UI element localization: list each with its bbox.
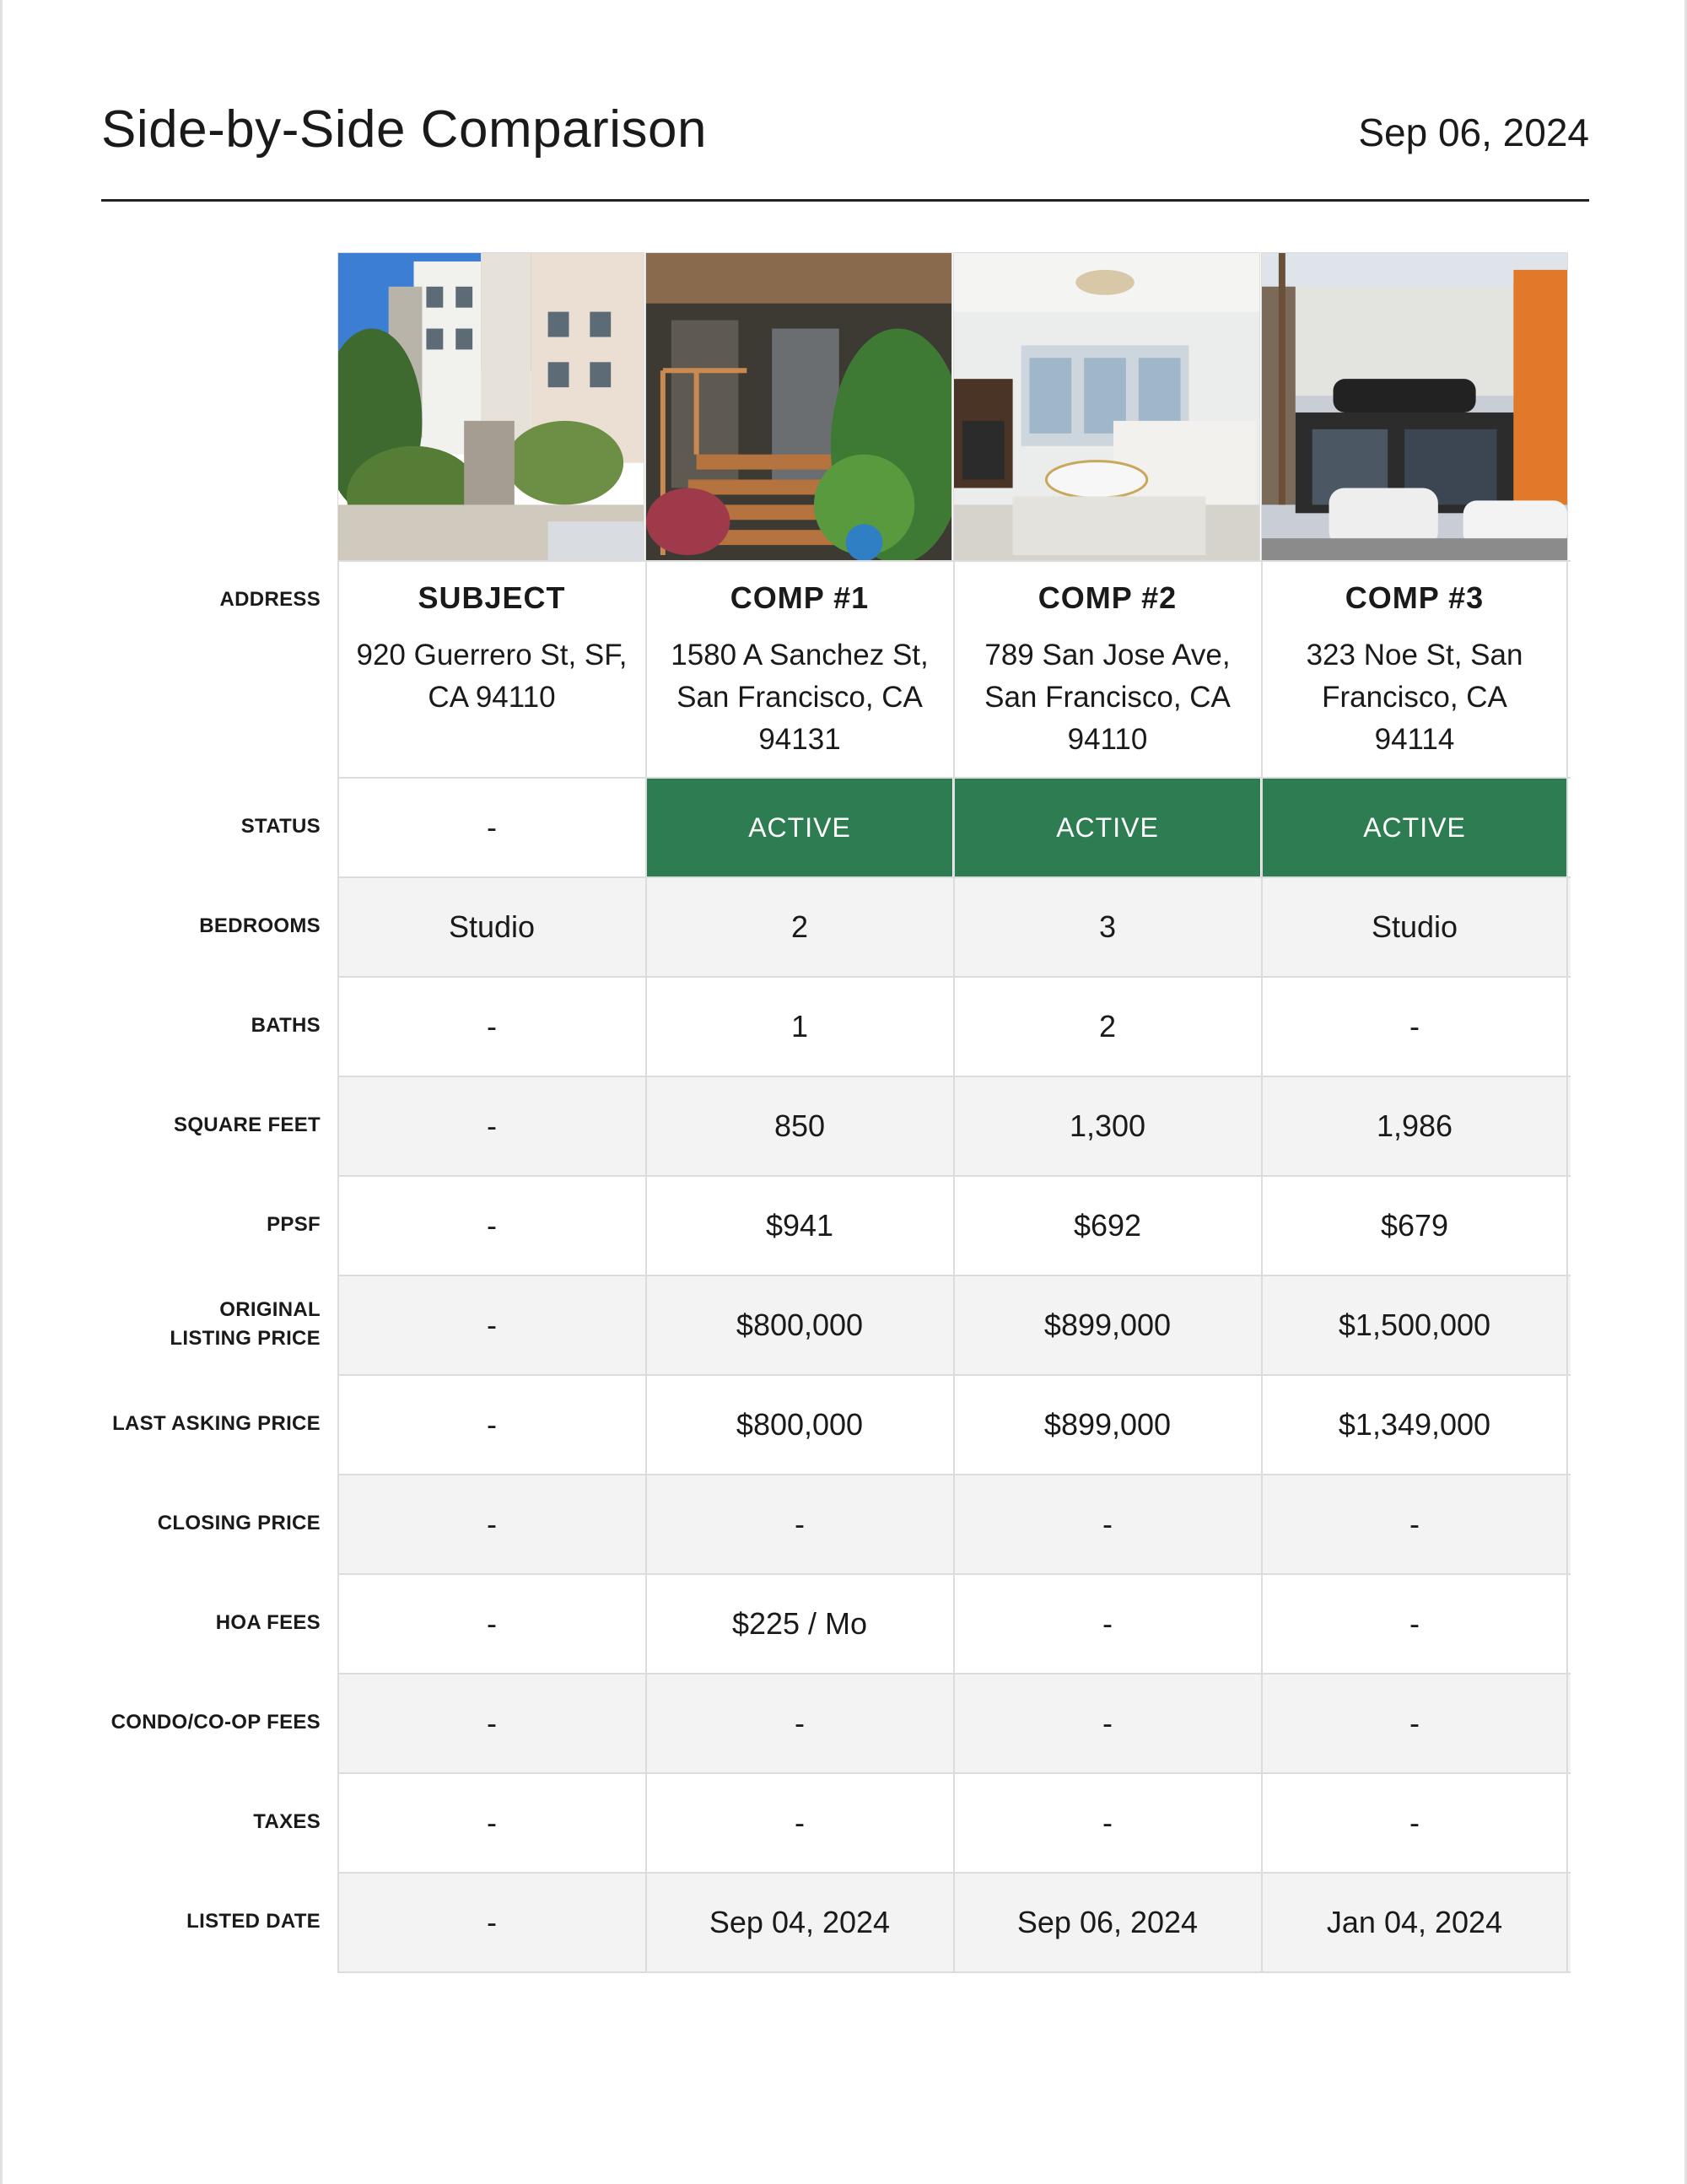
column-heading: SUBJECT xyxy=(418,580,566,615)
bedrooms-value: Studio xyxy=(1261,878,1568,976)
subject-property-photo xyxy=(337,252,644,561)
hoa-fees-value: - xyxy=(337,1575,644,1673)
hoa-fees-value: $225 / Mo xyxy=(645,1575,952,1673)
taxes-value: - xyxy=(337,1774,644,1872)
baths-value: - xyxy=(1261,978,1568,1076)
row-label-address: ADDRESS xyxy=(219,588,321,611)
square-feet-value: - xyxy=(337,1077,644,1175)
baths-value: - xyxy=(337,978,644,1076)
baths-value: 2 xyxy=(953,978,1260,1076)
hoa-fees-value: - xyxy=(1261,1575,1568,1673)
original-listing-price-value: $800,000 xyxy=(645,1276,952,1374)
ppsf-value: $692 xyxy=(953,1177,1260,1275)
last-asking-price-value: $1,349,000 xyxy=(1261,1376,1568,1474)
subject-address-cell xyxy=(337,562,644,778)
last-asking-price-row xyxy=(337,1374,1571,1474)
closing-price-row xyxy=(337,1474,1571,1573)
original-listing-price-row xyxy=(337,1275,1571,1374)
comp-2-photo xyxy=(953,252,1260,561)
column-heading: COMP #3 xyxy=(1345,580,1485,615)
status-value: - xyxy=(337,779,644,876)
status-badge: ACTIVE xyxy=(953,779,1260,876)
bedrooms-row xyxy=(337,876,1571,976)
closing-price-value: - xyxy=(1261,1475,1568,1573)
row-label-taxes: TAXES xyxy=(253,1810,321,1833)
original-listing-price-value: $1,500,000 xyxy=(1261,1276,1568,1374)
status-badge: ACTIVE xyxy=(645,779,952,876)
page-border-left xyxy=(0,0,3,2184)
listed-date-value: - xyxy=(337,1874,644,1971)
column-heading: COMP #2 xyxy=(1038,580,1178,615)
condo-coop-fees-row xyxy=(337,1673,1571,1772)
address-row xyxy=(337,560,1571,778)
square-feet-value: 1,986 xyxy=(1261,1077,1568,1175)
column-heading: COMP #1 xyxy=(730,580,870,615)
original-listing-price-value: - xyxy=(337,1276,644,1374)
hoa-fees-row xyxy=(337,1573,1571,1673)
closing-price-value: - xyxy=(953,1475,1260,1573)
row-label-ppsf: PPSF xyxy=(267,1213,321,1236)
last-asking-price-value: $899,000 xyxy=(953,1376,1260,1474)
taxes-value: - xyxy=(645,1774,952,1872)
row-label-square-feet: SQUARE FEET xyxy=(174,1114,321,1136)
page-title: Side-by-Side Comparison xyxy=(101,100,707,159)
condo-coop-fees-value: - xyxy=(645,1674,952,1772)
square-feet-value: 1,300 xyxy=(953,1077,1260,1175)
bedrooms-value: Studio xyxy=(337,878,644,976)
condo-coop-fees-value: - xyxy=(953,1674,1260,1772)
property-address: 920 Guerrero St, SF, CA 94110 xyxy=(356,639,628,714)
comp-3-address-cell xyxy=(1261,562,1568,778)
listed-date-value: Jan 04, 2024 xyxy=(1261,1874,1568,1971)
original-listing-price-value: $899,000 xyxy=(953,1276,1260,1374)
last-asking-price-value: $800,000 xyxy=(645,1376,952,1474)
last-asking-price-value: - xyxy=(337,1376,644,1474)
header-divider xyxy=(101,199,1589,202)
status-row xyxy=(337,777,1571,876)
taxes-row xyxy=(337,1772,1571,1872)
ppsf-value: - xyxy=(337,1177,644,1275)
row-label-hoa-fees: HOA FEES xyxy=(215,1611,321,1634)
property-address: 789 San Jose Ave, San Francisco, CA 94110 xyxy=(984,639,1231,756)
listed-date-value: Sep 04, 2024 xyxy=(645,1874,952,1971)
bedrooms-value: 2 xyxy=(645,878,952,976)
comp-3-photo xyxy=(1261,252,1568,561)
row-label-condo-coop-fees: CONDO/CO-OP FEES xyxy=(110,1711,321,1734)
row-label-original-listing-price: ORIGINAL LISTING PRICE xyxy=(170,1298,321,1350)
ppsf-value: $941 xyxy=(645,1177,952,1275)
closing-price-value: - xyxy=(337,1475,644,1573)
row-label-closing-price: CLOSING PRICE xyxy=(157,1512,321,1534)
square-feet-row xyxy=(337,1076,1571,1175)
row-label-listed-date: LISTED DATE xyxy=(186,1910,321,1933)
ppsf-value: $679 xyxy=(1261,1177,1568,1275)
row-label-baths: BATHS xyxy=(251,1014,321,1037)
row-label-status: STATUS xyxy=(240,815,321,838)
comp-1-address-cell xyxy=(645,562,952,778)
condo-coop-fees-value: - xyxy=(1261,1674,1568,1772)
property-address: 1580 A Sanchez St, San Francisco, CA 94131 xyxy=(671,639,929,756)
row-label-last-asking-price: LAST ASKING PRICE xyxy=(112,1412,321,1435)
hoa-fees-value: - xyxy=(953,1575,1260,1673)
row-label-bedrooms: BEDROOMS xyxy=(199,914,321,937)
bedrooms-value: 3 xyxy=(953,878,1260,976)
baths-value: 1 xyxy=(645,978,952,1076)
listed-date-value: Sep 06, 2024 xyxy=(953,1874,1260,1971)
baths-row xyxy=(337,976,1571,1076)
table-bottom-border xyxy=(337,1971,1571,1973)
taxes-value: - xyxy=(1261,1774,1568,1872)
closing-price-value: - xyxy=(645,1475,952,1573)
listed-date-row xyxy=(337,1872,1571,1971)
report-date: Sep 06, 2024 xyxy=(1358,111,1589,154)
square-feet-value: 850 xyxy=(645,1077,952,1175)
comp-1-photo xyxy=(645,252,952,561)
property-address: 323 Noe St, San Francisco, CA 94114 xyxy=(1306,639,1523,756)
taxes-value: - xyxy=(953,1774,1260,1872)
comp-2-address-cell xyxy=(953,562,1260,778)
condo-coop-fees-value: - xyxy=(337,1674,644,1772)
status-badge: ACTIVE xyxy=(1261,779,1568,876)
ppsf-row xyxy=(337,1175,1571,1275)
